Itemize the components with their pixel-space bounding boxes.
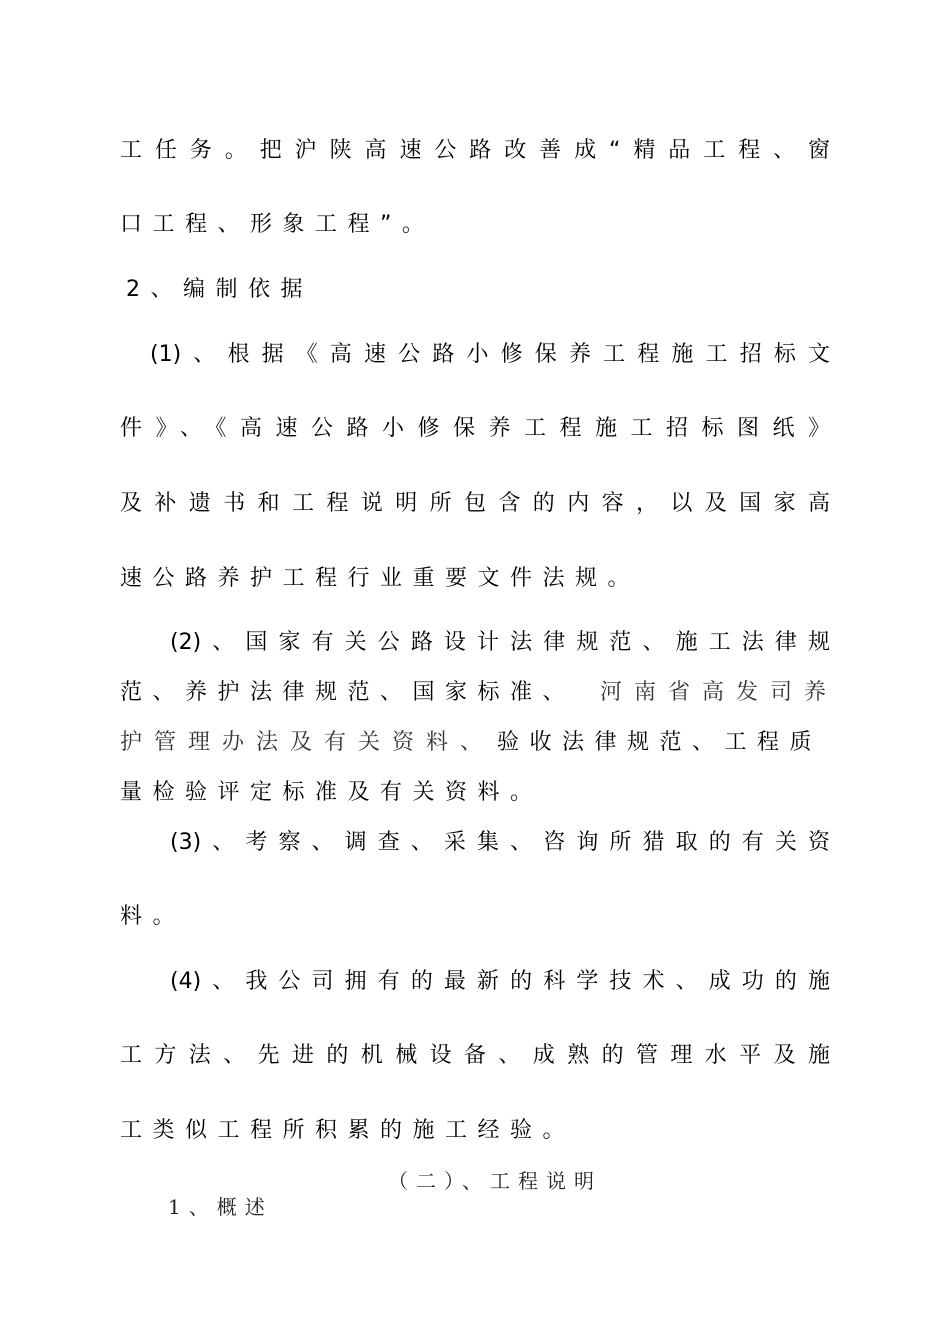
basis-item-2-line-3b: 验收法律规范、工程质 xyxy=(497,730,823,755)
basis-item-2-line-4: 量检验评定标准及有关资料。 xyxy=(120,780,543,805)
basis-item-2-line-2a: 范、养护法律规范、国家标准、 xyxy=(120,680,576,705)
paragraph-line-2: 口工程、形象工程”。 xyxy=(120,212,435,237)
section-heading: （二）、工程说明 xyxy=(388,1169,602,1193)
basis-item-1-line-2: 件》、《高速公路小修保养工程施工招标图纸》 xyxy=(120,416,830,441)
basis-item-3-line-1: (3)、考察、调查、采集、咨询所猎取的有关资 xyxy=(170,830,830,855)
basis-item-2-line-1: (2)、国家有关公路设计法律规范、施工法律规 xyxy=(170,630,830,655)
basis-item-3-line-2: 料。 xyxy=(120,904,186,929)
basis-item-4-line-3: 工类似工程所积累的施工经验。 xyxy=(120,1118,576,1143)
basis-item-2-line-2b: 河南省高发司养 xyxy=(600,680,839,705)
section-title-basis: 2、编制依据 xyxy=(126,277,313,302)
basis-item-1-line-3: 及补遗书和工程说明所包含的内容，以及国家高 xyxy=(120,491,830,516)
basis-item-1-line-1: (1)、根据《高速公路小修保养工程施工招标文 xyxy=(150,342,830,367)
subsection-heading: 1、概述 xyxy=(168,1195,273,1219)
basis-item-2-line-3a: 护管理办法及有关资料、 xyxy=(120,730,495,755)
paragraph-line-1: 工任务。把沪陕高速公路改善成“精品工程、窗 xyxy=(120,138,830,163)
basis-item-4-line-2: 工方法、先进的机械设备、成熟的管理水平及施 xyxy=(120,1043,830,1068)
basis-item-4-line-1: (4)、我公司拥有的最新的科学技术、成功的施 xyxy=(170,969,830,994)
basis-item-1-line-4: 速公路养护工程行业重要文件法规。 xyxy=(120,566,641,591)
